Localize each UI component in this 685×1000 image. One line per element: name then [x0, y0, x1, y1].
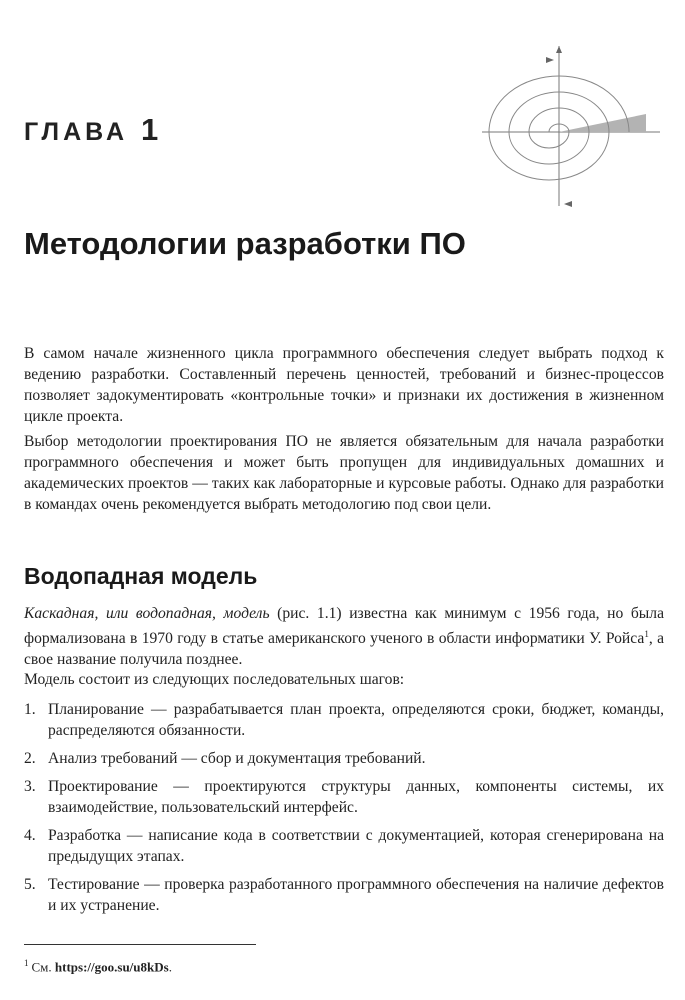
list-item-text: Разработка — написание кода в соответствии с документацией, которая сгенерирована на предыдущих этапах.	[48, 827, 664, 865]
chapter-label-text: ГЛАВА	[24, 118, 129, 146]
list-item-number: 5.	[24, 876, 36, 893]
intro-paragraph-1: В самом начале жизненного цикла программного обеспечения следует выбрать подход к ведению разработки. Составленный перечень ценностей, требований и бизнес-процессов позволяет задокументировать «контрольные точки» и признаки их достижения в жизненном цикле проекта.	[24, 345, 664, 425]
chapter-label	[24, 112, 158, 148]
section-paragraph-1	[24, 603, 664, 670]
list-item-text: Тестирование — проверка разработанного программного обеспечения на наличие дефектов и их устранение.	[48, 876, 664, 914]
footnote-mark: 1	[24, 958, 29, 968]
section-paragraph-2: Модель состоит из следующих последовательных шагов:	[24, 671, 405, 688]
list-item-number: 1.	[24, 701, 36, 718]
list-item-number: 4.	[24, 827, 36, 844]
list-item	[24, 825, 664, 867]
section-title: Водопадная модель	[24, 563, 258, 589]
footnote-link[interactable]: https://goo.su/u8kDs	[54, 959, 169, 975]
list-item	[24, 748, 664, 769]
list-item-text: Анализ требований — сбор и документация требований.	[48, 750, 426, 767]
footnote	[24, 958, 172, 975]
list-item-text: Проектирование — проектируются структуры данных, компоненты системы, их взаимодействие, пользовательский интерфейс.	[48, 778, 664, 816]
steps-list	[24, 699, 664, 923]
list-item-text: Планирование — разрабатывается план проекта, определяются сроки, бюджет, команды, распределяются обязанности.	[48, 701, 664, 739]
term-emphasis: Каскадная, или водопадная, модель	[24, 605, 270, 622]
list-item	[24, 874, 664, 916]
footnote-suffix: .	[168, 959, 172, 975]
footnote-reference[interactable]: 1	[644, 629, 649, 639]
paragraph-text-b: , а свое название получила позднее.	[24, 630, 664, 669]
footnote-divider	[24, 944, 256, 945]
footnote-prefix: См.	[31, 959, 55, 975]
spiral-model-icon	[482, 44, 664, 210]
chapter-number: 1	[140, 112, 159, 147]
intro-paragraph-2: Выбор методологии проектирования ПО не является обязательным для начала разработки программного обеспечения и может быть пропущен для индивидуальных домашних и академических проектов — таких как лабораторные и курсовые работы. Однако для разработки в командах очень рекомендуется выбрать методологию под свои цели.	[24, 433, 664, 513]
list-item-number: 2.	[24, 750, 36, 767]
chapter-title: Методологии разработки ПО	[24, 226, 466, 261]
list-item-number: 3.	[24, 778, 36, 795]
list-item	[24, 776, 664, 818]
paragraph-text-a: (рис. 1.1) известна как минимум с 1956 года, но была формализована в 1970 году в статье американского ученого в области информатики У. Ройса	[24, 605, 664, 648]
list-item	[24, 699, 664, 741]
